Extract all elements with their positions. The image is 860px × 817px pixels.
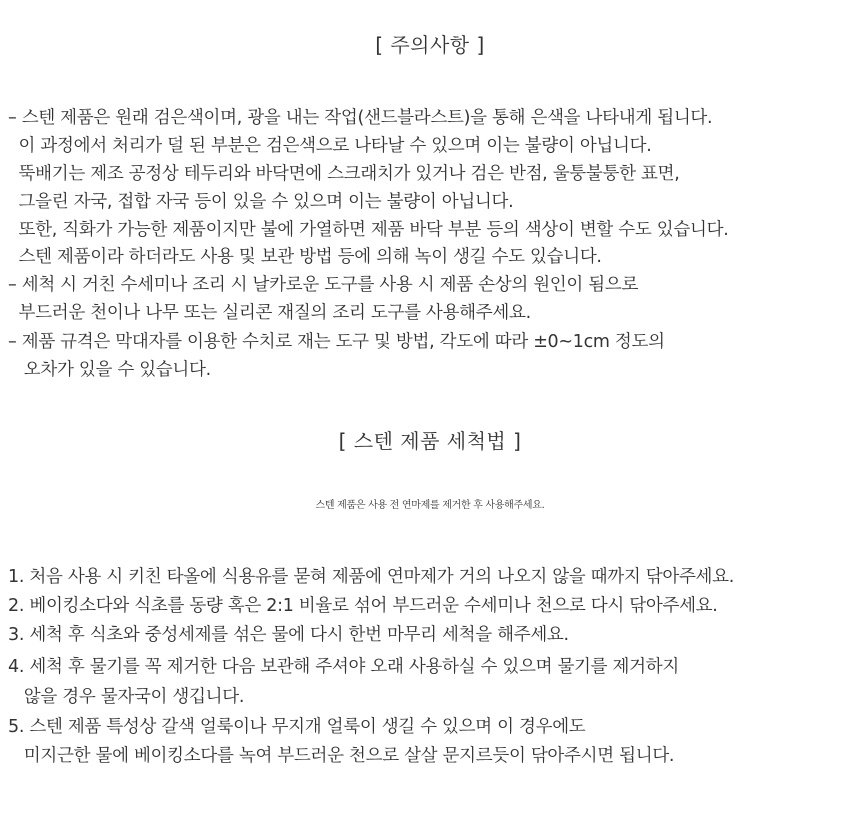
cleaning-step: 않을 경우 물자국이 생깁니다.: [8, 687, 245, 707]
notice-line: – 제품 규격은 막대자를 이용한 수치로 재는 도구 및 방법, 각도에 따라 ±0~1cm 정도의: [8, 332, 665, 352]
notice-line: 그을린 자국, 접합 자국 등이 있을 수 있으며 이는 불량이 아닙니다.: [8, 192, 514, 212]
cleaning-title: [ 스텐 제품 세척법 ]: [338, 429, 522, 453]
notice-title: [ 주의사항 ]: [375, 33, 485, 57]
cleaning-step: 미지근한 물에 베이킹소다를 녹여 부드러운 천으로 살살 문지르듯이 닦아주시면 됩니다.: [8, 746, 675, 766]
notice-line: – 세척 시 거친 수세미나 조리 시 날카로운 도구를 사용 시 제품 손상의 원인이 됨으로: [8, 275, 639, 295]
cleaning-step: 2. 베이킹소다와 식초를 동량 혹은 2:1 비율로 섞어 부드러운 수세미나 천으로 다시 닦아주세요.: [8, 596, 718, 616]
notice-line: – 스텐 제품은 원래 검은색이며, 광을 내는 작업(샌드블라스트)을 통해 은색을 나타내게 됩니다.: [8, 108, 713, 128]
cleaning-step: 4. 세척 후 물기를 꼭 제거한 다음 보관해 주셔야 오래 사용하실 수 있으며 물기를 제거하지: [8, 657, 679, 677]
notice-line: 부드러운 천이나 나무 또는 실리콘 재질의 조리 도구를 사용해주세요.: [8, 303, 531, 323]
notice-line: 이 과정에서 처리가 덜 된 부분은 검은색으로 나타날 수 있으며 이는 불량이 아닙니다.: [8, 136, 652, 156]
cleaning-step: 5. 스텐 제품 특성상 갈색 얼룩이나 무지개 얼룩이 생길 수 있으며 이 경우에도: [8, 717, 586, 737]
notice-line: 오차가 있을 수 있습니다.: [8, 360, 211, 380]
notice-line: 또한, 직화가 가능한 제품이지만 불에 가열하면 제품 바닥 부분 등의 색상이 변할 수도 있습니다.: [8, 220, 729, 240]
cleaning-step: 1. 처음 사용 시 키친 타올에 식용유를 묻혀 제품에 연마제가 거의 나오지 않을 때까지 닦아주세요.: [8, 567, 735, 587]
notice-line: 뚝배기는 제조 공정상 테두리와 바닥면에 스크래치가 있거나 검은 반점, 울퉁불퉁한 표면,: [8, 164, 680, 184]
cleaning-intro: 스텐 제품은 사용 전 연마제를 제거한 후 사용해주세요.: [315, 500, 545, 511]
cleaning-step: 3. 세척 후 식초와 중성세제를 섞은 물에 다시 한번 마무리 세척을 해주세요.: [8, 625, 569, 645]
notice-line: 스텐 제품이라 하더라도 사용 및 보관 방법 등에 의해 녹이 생길 수도 있습니다.: [8, 247, 602, 267]
